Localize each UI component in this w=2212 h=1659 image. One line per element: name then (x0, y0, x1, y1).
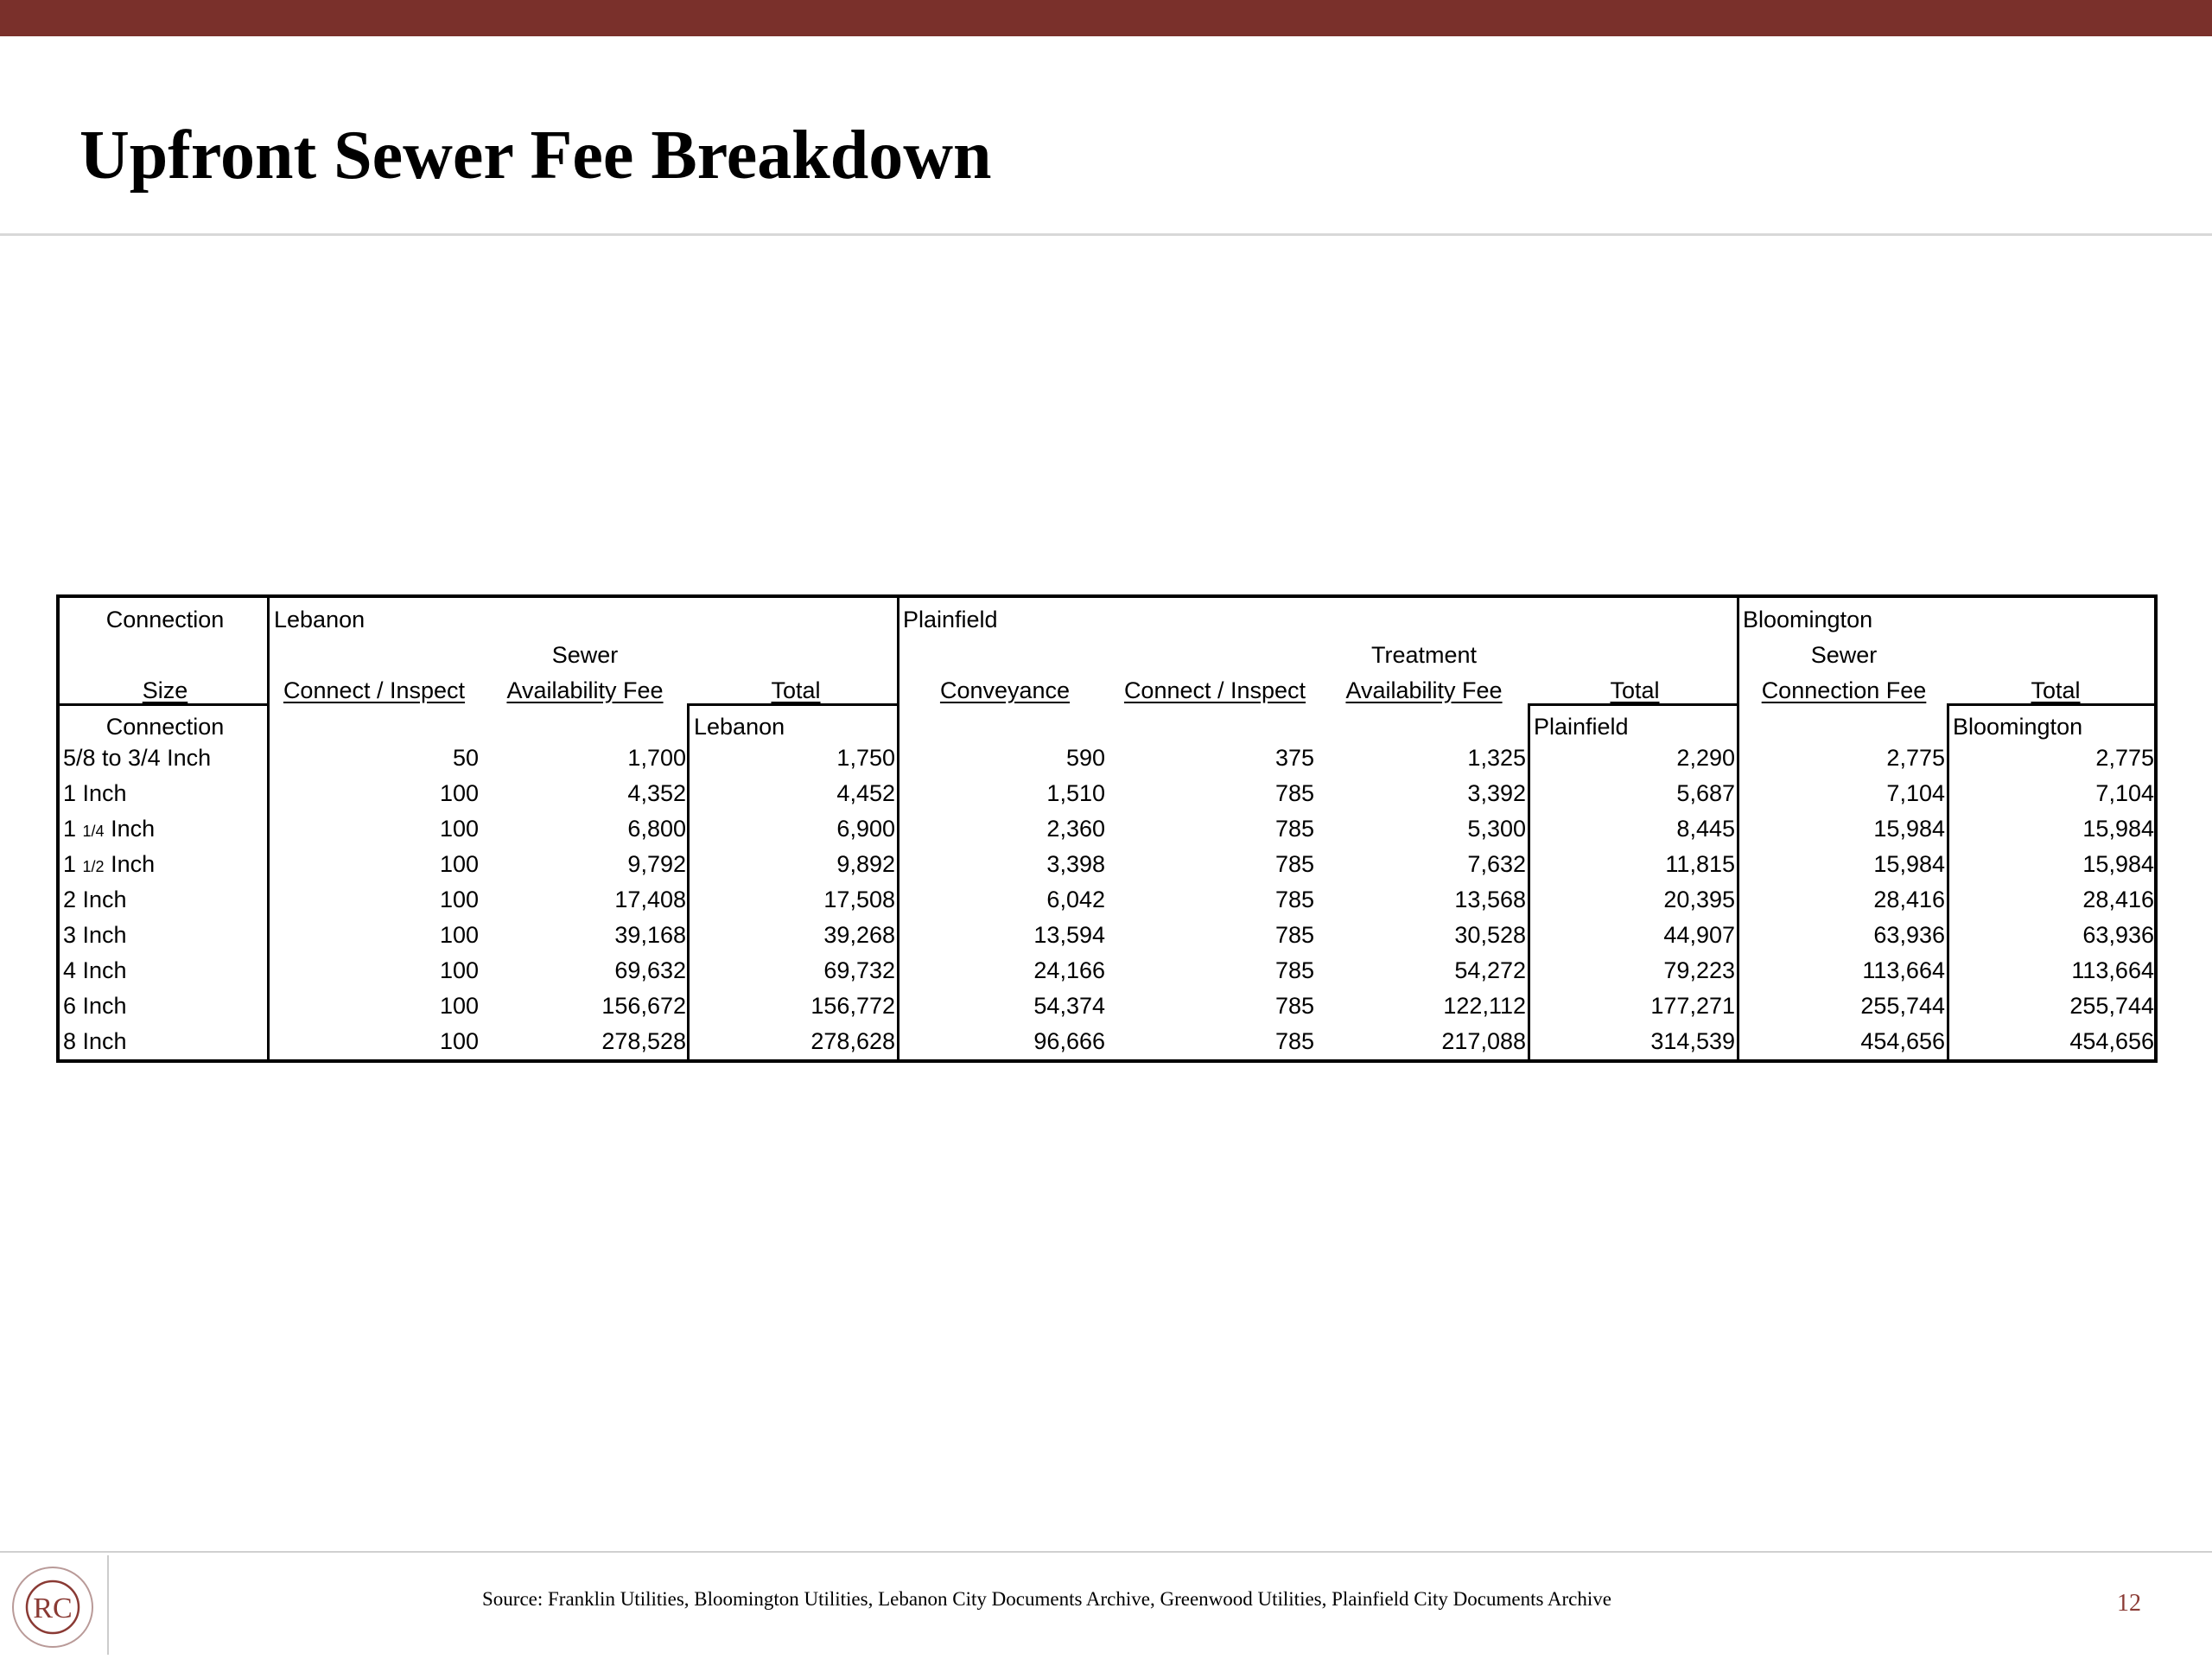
cell-plainfield-treatment: 1,325 (1467, 745, 1526, 771)
cell-lebanon-total: 278,628 (810, 1028, 895, 1054)
cell-plainfield-total: 79,223 (1663, 957, 1735, 983)
cell-plainfield-conveyance: 6,042 (1046, 887, 1105, 912)
cell-connection-size: 3 Inch (63, 922, 127, 948)
cell-connection-size: 4 Inch (63, 957, 127, 983)
divider-size-lebanon (267, 598, 270, 1059)
cell-bloomington-sewer: 255,744 (1860, 993, 1945, 1019)
cell-plainfield-connect: 375 (1274, 745, 1314, 771)
cell-lebanon-sewer: 9,792 (627, 851, 686, 877)
cell-plainfield-connect: 785 (1274, 816, 1314, 842)
divider-lebanon-plainfield (897, 598, 899, 1059)
cell-lebanon-connect: 100 (439, 816, 479, 842)
cell-lebanon-total: 17,508 (823, 887, 895, 912)
cell-plainfield-treatment: 7,632 (1467, 851, 1526, 877)
cell-bloomington-sewer: 454,656 (1860, 1028, 1945, 1054)
cell-plainfield-connect: 785 (1274, 922, 1314, 948)
cell-plainfield-total: 11,815 (1665, 851, 1735, 877)
cell-bloomington-sewer: 28,416 (1873, 887, 1945, 912)
header-bloomington-sewer-2: Connection Fee (1761, 677, 1927, 703)
cell-lebanon-sewer: 156,672 (601, 993, 686, 1019)
cell-lebanon-connect: 100 (439, 1028, 479, 1054)
header-lebanon-total: Total (771, 677, 821, 703)
header-size-bottom: Size (142, 677, 188, 703)
cell-lebanon-connect: 100 (439, 993, 479, 1019)
cell-connection-size: 5/8 to 3/4 Inch (63, 745, 212, 771)
cell-lebanon-sewer: 69,632 (614, 957, 686, 983)
cell-bloomington-total: 15,984 (2082, 851, 2154, 877)
cell-connection-size: 8 Inch (63, 1028, 127, 1054)
subheader-bloomington: Bloomington (1953, 714, 2083, 740)
cell-plainfield-treatment: 122,112 (1443, 993, 1526, 1019)
cell-plainfield-conveyance: 1,510 (1046, 780, 1105, 806)
cell-lebanon-total: 39,268 (823, 922, 895, 948)
header-size-top: Connection (105, 607, 225, 632)
rule-size-header (60, 703, 267, 706)
cell-plainfield-total: 20,395 (1663, 887, 1735, 912)
cell-connection-size: 6 Inch (63, 993, 127, 1019)
cell-connection-size: 2 Inch (63, 887, 127, 912)
cell-lebanon-total: 6,900 (836, 816, 895, 842)
cell-plainfield-connect: 785 (1274, 1028, 1314, 1054)
cell-plainfield-conveyance: 54,374 (1033, 993, 1105, 1019)
cell-bloomington-sewer: 7,104 (1886, 780, 1945, 806)
cell-lebanon-connect: 100 (439, 851, 479, 877)
cell-bloomington-sewer: 2,775 (1886, 745, 1945, 771)
company-logo (5, 1564, 100, 1650)
cell-lebanon-sewer: 39,168 (614, 922, 686, 948)
cell-plainfield-conveyance: 3,398 (1046, 851, 1105, 877)
subheader-plainfield: Plainfield (1534, 714, 1629, 740)
cell-plainfield-total: 44,907 (1663, 922, 1735, 948)
cell-bloomington-sewer: 63,936 (1873, 922, 1945, 948)
header-plainfield-connect: Connect / Inspect (1123, 677, 1306, 703)
cell-plainfield-total: 2,290 (1676, 745, 1735, 771)
cell-plainfield-conveyance: 24,166 (1033, 957, 1105, 983)
cell-plainfield-conveyance: 13,594 (1033, 922, 1105, 948)
subheader-lebanon: Lebanon (694, 714, 785, 740)
cell-bloomington-total: 255,744 (2069, 993, 2154, 1019)
cell-plainfield-total: 177,271 (1650, 993, 1735, 1019)
cell-plainfield-treatment: 217,088 (1441, 1028, 1526, 1054)
divider-lebanon-total (687, 703, 690, 1059)
divider-plainfield-bloomington (1737, 598, 1739, 1059)
cell-plainfield-connect: 785 (1274, 887, 1314, 912)
cell-plainfield-conveyance: 96,666 (1033, 1028, 1105, 1054)
rule-bloomington-total (1947, 703, 2158, 706)
header-lebanon-sewer-2: Availability Fee (506, 677, 664, 703)
page-number: 12 (2117, 1590, 2141, 1617)
cell-connection-size: 1 1/4 Inch (63, 816, 156, 842)
cell-bloomington-total: 113,664 (2071, 957, 2154, 983)
header-bloomington: Bloomington (1743, 607, 1873, 632)
cell-lebanon-sewer: 4,352 (627, 780, 686, 806)
cell-plainfield-total: 314,539 (1650, 1028, 1735, 1054)
top-accent-bar (0, 0, 2212, 36)
header-plainfield-treatment-2: Availability Fee (1345, 677, 1503, 703)
cell-bloomington-sewer: 15,984 (1873, 851, 1945, 877)
page-title: Upfront Sewer Fee Breakdown (79, 118, 992, 194)
header-plainfield: Plainfield (903, 607, 998, 632)
divider-plainfield-total (1528, 703, 1530, 1059)
cell-lebanon-connect: 100 (439, 922, 479, 948)
logo-separator (107, 1555, 109, 1655)
cell-bloomington-total: 15,984 (2082, 816, 2154, 842)
cell-plainfield-conveyance: 2,360 (1046, 816, 1105, 842)
cell-lebanon-total: 4,452 (836, 780, 895, 806)
cell-lebanon-sewer: 17,408 (614, 887, 686, 912)
cell-lebanon-total: 9,892 (836, 851, 895, 877)
cell-plainfield-treatment: 13,568 (1454, 887, 1526, 912)
cell-lebanon-sewer: 278,528 (601, 1028, 686, 1054)
cell-plainfield-connect: 785 (1274, 993, 1314, 1019)
cell-lebanon-sewer: 1,700 (627, 745, 686, 771)
footer-divider (0, 1551, 2212, 1553)
cell-lebanon-total: 1,750 (836, 745, 895, 771)
cell-plainfield-conveyance: 590 (1065, 745, 1105, 771)
cell-plainfield-treatment: 30,528 (1454, 922, 1526, 948)
header-bloomington-total: Total (2031, 677, 2081, 703)
rule-lebanon-total (687, 703, 897, 706)
cell-lebanon-sewer: 6,800 (627, 816, 686, 842)
cell-bloomington-sewer: 113,664 (1862, 957, 1945, 983)
header-lebanon: Lebanon (274, 607, 365, 632)
fee-table (56, 594, 2158, 1063)
cell-lebanon-connect: 100 (439, 887, 479, 912)
cell-bloomington-total: 63,936 (2082, 922, 2154, 948)
cell-connection-size: 1 1/2 Inch (63, 851, 156, 877)
subheader-connection: Connection (105, 714, 225, 740)
source-note: Source: Franklin Utilities, Bloomington Utilities, Lebanon City Documents Archive, Greenwood Utilities, Plainfield City Documents Archive (482, 1588, 1611, 1610)
header-plainfield-treatment-1: Treatment (1370, 642, 1478, 668)
divider-bloomington-total (1947, 703, 1949, 1059)
cell-plainfield-treatment: 54,272 (1454, 957, 1526, 983)
header-bloomington-sewer-1: Sewer (1810, 642, 1878, 668)
cell-plainfield-treatment: 5,300 (1467, 816, 1526, 842)
rule-plainfield-total (1528, 703, 1737, 706)
cell-lebanon-connect: 100 (439, 780, 479, 806)
cell-plainfield-total: 5,687 (1676, 780, 1735, 806)
cell-plainfield-treatment: 3,392 (1467, 780, 1526, 806)
cell-plainfield-connect: 785 (1274, 851, 1314, 877)
logo-initials: RC (33, 1592, 73, 1624)
cell-lebanon-connect: 50 (452, 745, 479, 771)
cell-connection-size: 1 Inch (63, 780, 127, 806)
cell-plainfield-total: 8,445 (1676, 816, 1735, 842)
header-lebanon-connect: Connect / Inspect (283, 677, 466, 703)
cell-bloomington-sewer: 15,984 (1873, 816, 1945, 842)
cell-lebanon-connect: 100 (439, 957, 479, 983)
cell-bloomington-total: 454,656 (2069, 1028, 2154, 1054)
header-plainfield-total: Total (1610, 677, 1660, 703)
header-plainfield-conveyance: Conveyance (939, 677, 1071, 703)
cell-plainfield-connect: 785 (1274, 957, 1314, 983)
cell-lebanon-total: 69,732 (823, 957, 895, 983)
title-divider (0, 233, 2212, 236)
cell-bloomington-total: 7,104 (2095, 780, 2154, 806)
cell-plainfield-connect: 785 (1274, 780, 1314, 806)
cell-bloomington-total: 2,775 (2095, 745, 2154, 771)
header-lebanon-sewer-1: Sewer (551, 642, 619, 668)
cell-bloomington-total: 28,416 (2082, 887, 2154, 912)
cell-lebanon-total: 156,772 (810, 993, 895, 1019)
